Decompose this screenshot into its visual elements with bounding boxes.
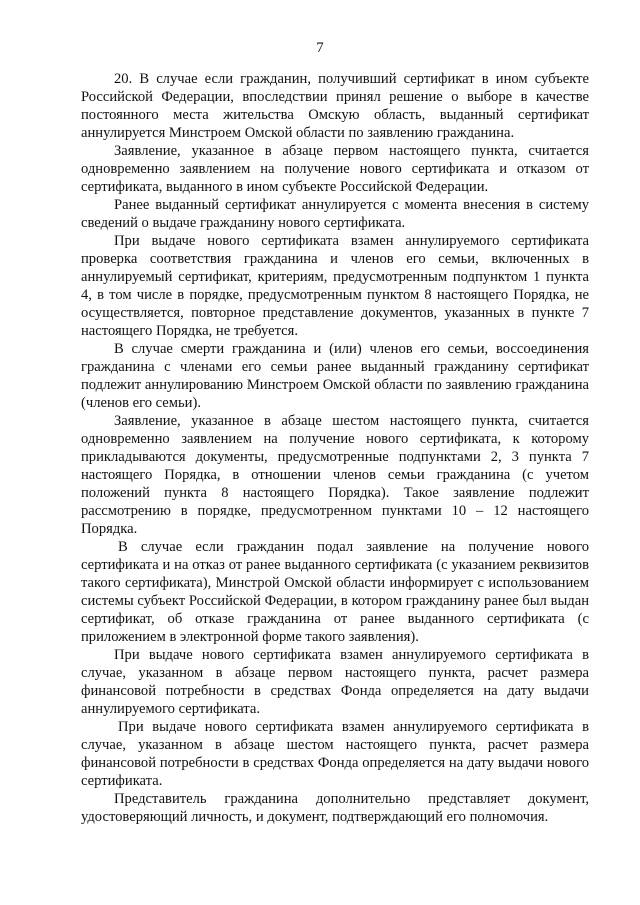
paragraph-death-reunification: В случае смерти гражданина и (или) членов его семьи, воссоединения гражданина с членами его семьи ранее выданный гражданину сертификат подлежит аннулированию Минстроем Омской области по заявлению гражданина (членов его семьи). xyxy=(81,341,589,411)
body-text xyxy=(81,70,589,826)
page-number: 7 xyxy=(316,40,324,56)
paragraph-20-intro: 20. В случае если гражданин, получивший сертификат в ином субъекте Российской Федерации, впоследствии принял решение о выборе в качестве постоянного места жительства Омскую область, выданный сертификат аннулируется Минстроем Омской области по заявлению гражданина. xyxy=(81,71,589,141)
paragraph-calculation-first: При выдаче нового сертификата взамен аннулируемого сертификата в случае, указанном в абзаце первом настоящего пункта, расчет размера финансовой потребности в средствах Фонда определяется на дату выдачи аннулируемого сертификата. xyxy=(81,647,589,717)
paragraph-new-certificate-check: При выдаче нового сертификата взамен аннулируемого сертификата проверка соответствия гражданина и членов его семьи, включенных в аннулируемый сертификат, критериям, предусмотренным подпунктом 1 пункта 4, в том числе в порядке, предусмотренным пунктом 8 настоящего Порядка, не осуществляется, повторное представление документов, указанных в пункте 7 настоящего Порядка, не требуется. xyxy=(81,233,589,339)
paragraph-calculation-sixth: При выдаче нового сертификата взамен аннулируемого сертификата в случае, указанном в абзаце шестом настоящего пункта, расчет размера финансовой потребности в средствах Фонда определяется на дату выдачи нового сертификата. xyxy=(81,719,589,789)
paragraph-previous-certificate: Ранее выданный сертификат аннулируется с момента внесения в систему сведений о выдаче гражданину нового сертификата. xyxy=(81,197,589,231)
paragraph-application-first: Заявление, указанное в абзаце первом настоящего пункта, считается одновременно заявлением на получение нового сертификата и отказом от сертификата, выданного в ином субъекте Российской Федерации. xyxy=(81,143,589,195)
paragraph-refusal-notification: В случае если гражданин подал заявление на получение нового сертификата и на отказ от ранее выданного сертификата (с указанием реквизитов такого сертификата), Минстрой Омской области информирует с использованием системы субъект Российской Федерации, в котором гражданину ранее был выдан сертификат, об отказе гражданина от ранее выданного сертификата (с приложением в электронной форме такого заявления). xyxy=(81,539,589,645)
paragraph-representative: Представитель гражданина дополнительно представляет документ, удостоверяющий личность, и документ, подтверждающий его полномочия. xyxy=(81,791,589,825)
paragraph-application-sixth: Заявление, указанное в абзаце шестом настоящего пункта, считается одновременно заявлением на получение нового сертификата, к которому прикладываются документы, предусмотренные подпунктами 2, 3 пункта 7 настоящего Порядка, в отношении членов семьи гражданина (с учетом положений пункта 8 настоящего Порядка). Такое заявление подлежит рассмотрению в порядке, предусмотренном пунктами 10 – 12 настоящего Порядка. xyxy=(81,413,589,537)
